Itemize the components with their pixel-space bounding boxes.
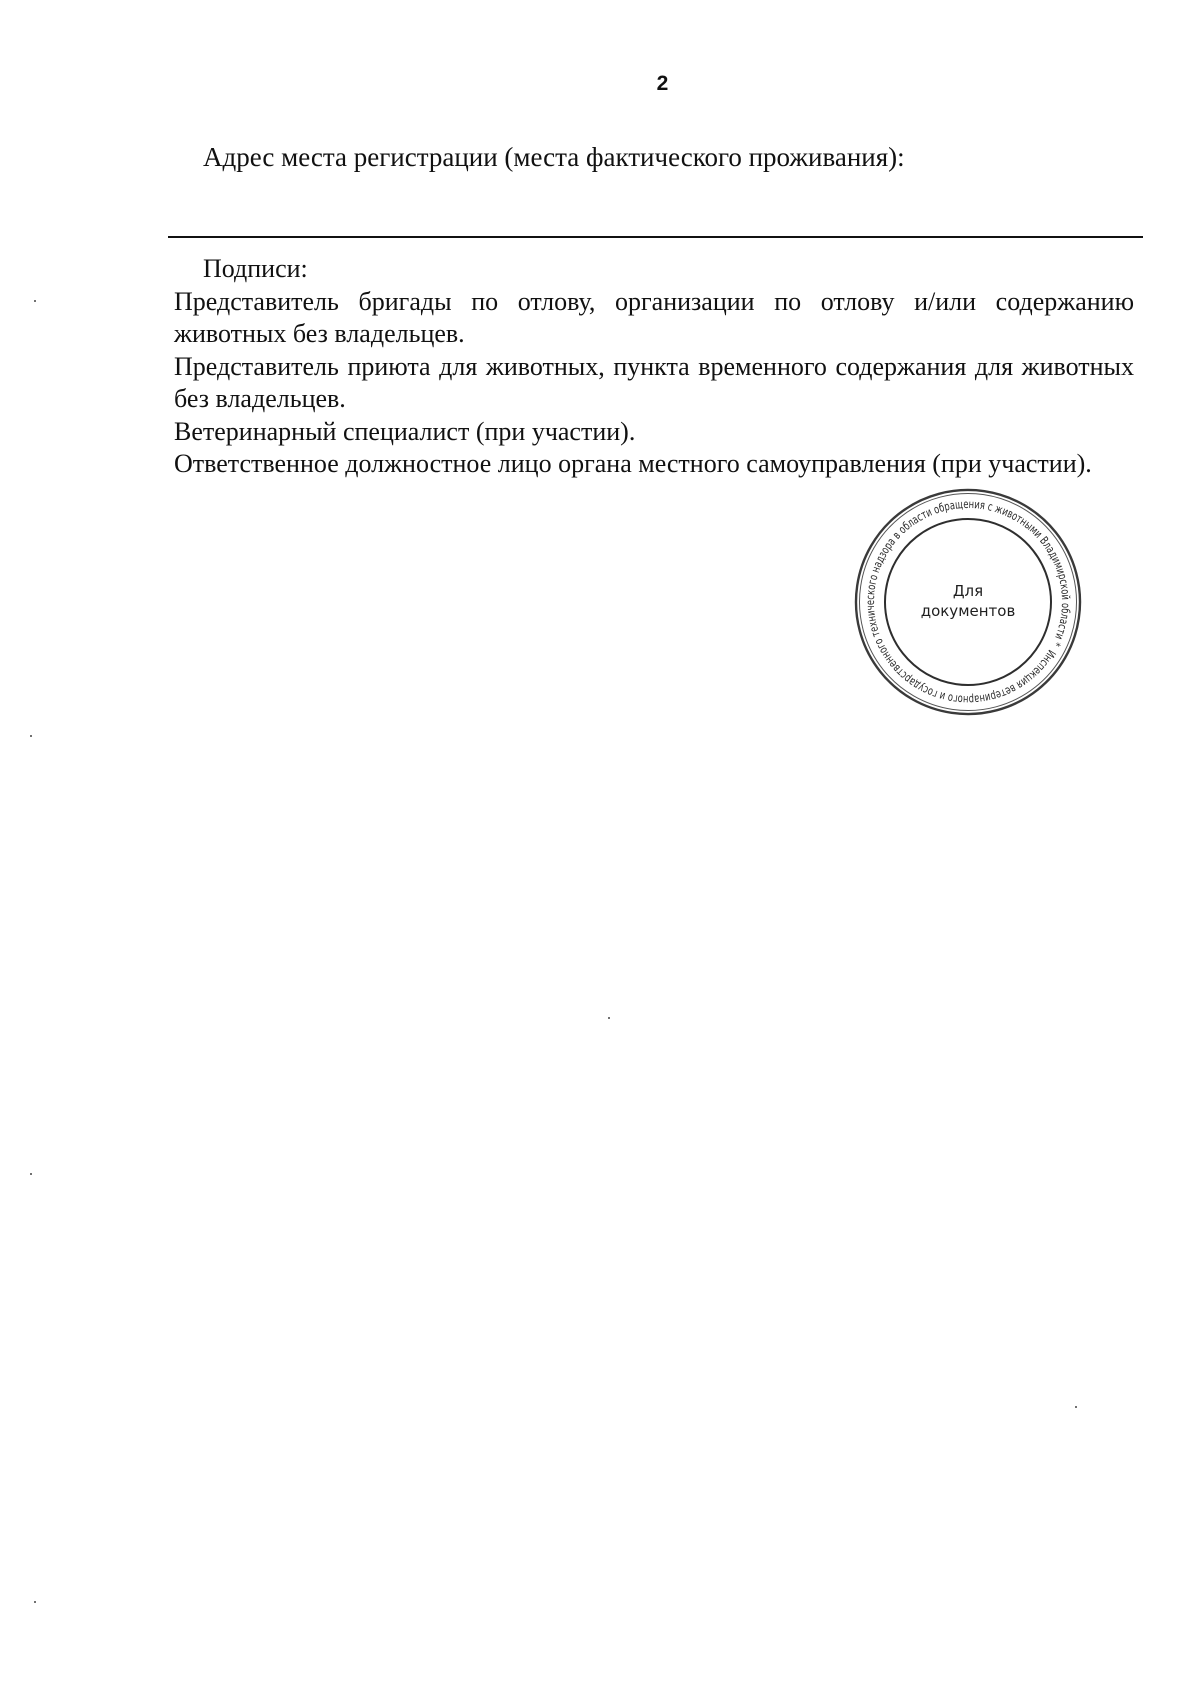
signatures-block [174, 253, 1134, 481]
signature-capture-rep: Представитель бригады по отлову, организации по отлову и/или содержанию животных без владельцев. [174, 286, 1134, 348]
scan-speck [30, 1173, 32, 1175]
scan-speck [608, 1017, 610, 1019]
signature-shelter-rep: Представитель приюта для животных, пункта временного содержания для животных без владельцев. [174, 351, 1134, 413]
seal-ring-text: Инспекция ветеринарного и государственного технического надзора в области обращения с животными Владимирской области * [862, 496, 1074, 708]
seal-inner-line2: документов [920, 602, 1016, 620]
signature-municipal-official: Ответственное должностное лицо органа местного самоуправления (при участии). [174, 449, 1092, 478]
scan-speck [34, 1601, 36, 1603]
scan-speck [34, 300, 36, 302]
scan-speck [1075, 1406, 1077, 1408]
page-number: 2 [656, 72, 669, 95]
signatures-title: Подписи: [203, 254, 308, 283]
official-seal-stamp [848, 482, 1088, 722]
scan-speck [30, 735, 32, 737]
address-label: Адрес места регистрации (места фактического проживания): [203, 142, 905, 172]
address-fill-line [168, 236, 1143, 238]
signature-vet-specialist: Ветеринарный специалист (при участии). [174, 416, 636, 446]
seal-inner-line1: Для [952, 582, 984, 600]
